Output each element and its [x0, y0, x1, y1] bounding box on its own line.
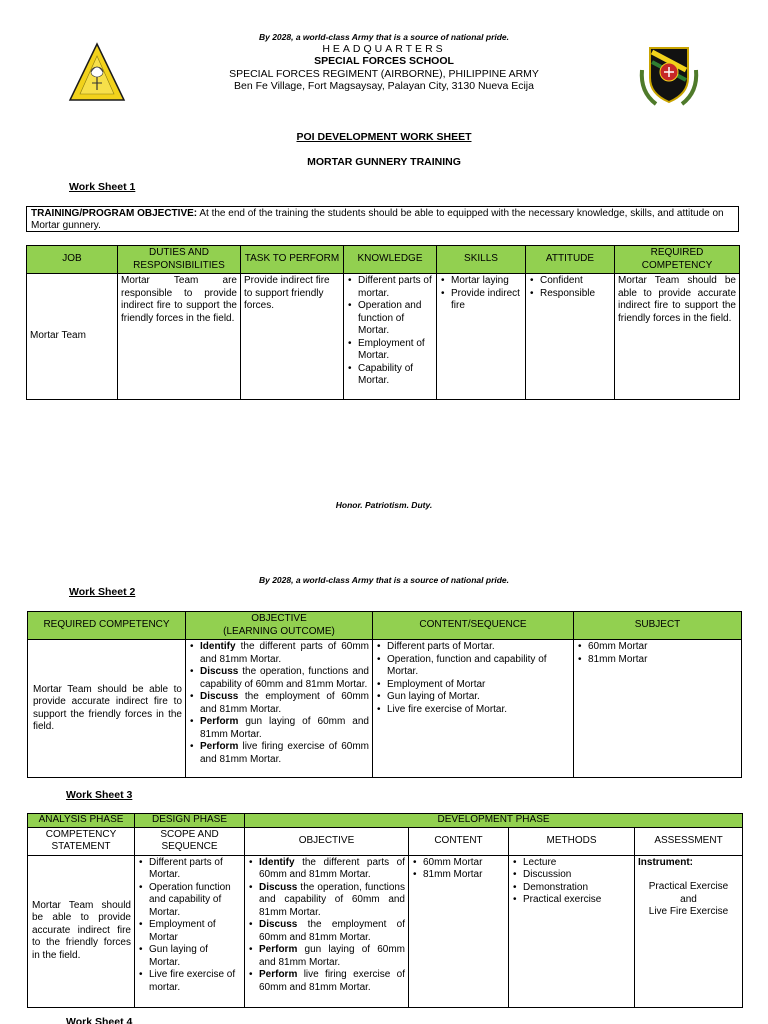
work-sheet-1-label: Work Sheet 1: [69, 181, 136, 193]
list-item: • 60mm Mortar: [412, 857, 505, 870]
list-item: • Gun laying of Mortar.: [138, 944, 241, 969]
assessment-item: Live Fire Exercise: [648, 906, 729, 917]
ws2-header-row: [28, 612, 742, 640]
ws2-objective-cell: [186, 640, 373, 778]
ws3-content-cell: [409, 855, 509, 1007]
ws3-analysis-phase: ANALYSIS PHASE: [28, 814, 135, 828]
list-item: • Responsible: [529, 288, 611, 301]
special-forces-regiment-crest: [636, 42, 702, 108]
ws2-header-subject: SUBJECT: [574, 612, 742, 640]
list-item: • Perform live firing exercise of 60mm and 81mm Mortar.: [248, 969, 405, 994]
list-item: • Confident: [529, 275, 611, 288]
list-item: • Employment of Mortar.: [347, 338, 433, 363]
vision-statement-page-2: By 2028, a world-class Army that is a source of national pride.: [258, 575, 510, 585]
training-objective-box: [26, 206, 739, 232]
ws3-header-content: CONTENT: [409, 827, 509, 855]
list-item: • Live fire exercise of Mortar.: [376, 704, 570, 717]
ws1-header-row: [27, 246, 740, 274]
list-item: • Identify the different parts of 60mm and 81mm Mortar.: [248, 857, 405, 882]
worksheet-title: POI DEVELOPMENT WORK SHEET: [296, 131, 472, 143]
ws3-header-objective: OBJECTIVE: [245, 827, 409, 855]
ws3-objective-cell: [245, 855, 409, 1007]
list-item: • Discuss the employment of 60mm and 81mm Mortar.: [189, 691, 369, 716]
list-item: • Discussion: [512, 869, 631, 882]
list-item: • Discuss the operation, functions and capability of 60mm and 81mm Mortar.: [189, 666, 369, 691]
list-item: • Operation and function of Mortar.: [347, 300, 433, 338]
assessment-item: and: [680, 893, 697, 905]
ws2-content-cell: [373, 640, 574, 778]
ws1-header-skills: SKILLS: [437, 246, 526, 274]
school-name: SPECIAL FORCES SCHOOL: [314, 55, 454, 67]
objective-text: At the end of the training the students should be able to equipped with the necessary knowledge, skills, and attitude on Mortar gunnery.: [31, 208, 724, 231]
special-forces-school-logo: [68, 42, 126, 102]
work-sheet-2-table: [27, 611, 742, 778]
ws1-competency-cell: Mortar Team should be able to provide accurate indirect fire to support the friendly forces in the field.: [615, 274, 740, 400]
vision-statement: By 2028, a world-class Army that is a source of national pride.: [258, 32, 510, 42]
list-item: • Capability of Mortar.: [347, 363, 433, 388]
list-item: • 81mm Mortar: [412, 869, 505, 882]
list-item: • Discuss the operation, functions and capability of 60mm and 81mm Mortar.: [248, 882, 405, 920]
ws2-competency-cell: Mortar Team should be able to provide accurate indirect fire to support the friendly forces in the field.: [28, 640, 186, 778]
list-item: • Perform live firing exercise of 60mm and 81mm Mortar.: [189, 741, 369, 766]
work-sheet-2-label: Work Sheet 2: [69, 586, 136, 598]
ws1-job-cell: Mortar Team: [27, 274, 118, 400]
ws3-header-scope: SCOPE AND SEQUENCE: [135, 827, 245, 855]
ws2-data-row: [28, 640, 742, 778]
list-item: • Discuss the employment of 60mm and 81mm Mortar.: [248, 919, 405, 944]
ws1-attitude-cell: [526, 274, 615, 400]
assessment-item: Practical Exercise: [648, 881, 729, 892]
ws1-duties-cell: Mortar Team are responsible to provide indirect fire to support the friendly forces in the field.: [118, 274, 241, 400]
ws2-header-objective: [186, 612, 373, 640]
ws2-header-content: CONTENT/SEQUENCE: [373, 612, 574, 640]
ws1-skills-cell: [437, 274, 526, 400]
ws3-data-row: [28, 855, 743, 1007]
ws1-header-duties: DUTIES AND RESPONSIBILITIES: [118, 246, 241, 274]
ws1-header-task: TASK TO PERFORM: [241, 246, 344, 274]
list-item: • Different parts of Mortar.: [376, 641, 570, 654]
training-title: MORTAR GUNNERY TRAINING: [307, 156, 461, 168]
ws3-assessment-cell: [635, 855, 743, 1007]
list-item: • Perform gun laying of 60mm and 81mm Mortar.: [248, 944, 405, 969]
ws1-header-attitude: ATTITUDE: [526, 246, 615, 274]
list-item: • Operation function and capability of Mortar.: [138, 882, 241, 920]
ws1-header-knowledge: KNOWLEDGE: [344, 246, 437, 274]
ws3-scope-cell: [135, 855, 245, 1007]
ws2-header-competency: REQUIRED COMPETENCY: [28, 612, 186, 640]
ws1-header-competency: REQUIRED COMPETENCY: [615, 246, 740, 274]
list-item: • Lecture: [512, 857, 631, 870]
ws3-competency-cell: Mortar Team should be able to provide accurate indirect fire to the friendly forces in the field.: [28, 855, 135, 1007]
list-item: • Employment of Mortar: [376, 679, 570, 692]
ws3-header-competency: COMPETENCY STATEMENT: [28, 827, 135, 855]
list-item: • 81mm Mortar: [577, 654, 738, 667]
ws2-header-objective-line1: OBJECTIVE: [251, 613, 307, 624]
list-item: • Gun laying of Mortar.: [376, 691, 570, 704]
list-item: • Mortar laying: [440, 275, 522, 288]
list-item: • Operation, function and capability of Mortar.: [376, 654, 570, 679]
ws3-header-assessment: ASSESSMENT: [635, 827, 743, 855]
ws3-methods-cell: [509, 855, 635, 1007]
regiment-name: SPECIAL FORCES REGIMENT (AIRBORNE), PHILIPPINE ARMY: [229, 68, 539, 80]
list-item: • Employment of Mortar: [138, 919, 241, 944]
list-item: • Different parts of mortar.: [347, 275, 433, 300]
ws2-subject-cell: [574, 640, 742, 778]
ws3-phase-row: [28, 814, 743, 828]
work-sheet-4-label: Work Sheet 4: [66, 1016, 133, 1024]
ws3-development-phase: DEVELOPMENT PHASE: [245, 814, 743, 828]
list-item: • Different parts of Mortar.: [138, 857, 241, 882]
ws1-data-row: [27, 274, 740, 400]
ws3-design-phase: DESIGN PHASE: [135, 814, 245, 828]
footer-motto: Honor. Patriotism. Duty.: [335, 500, 433, 510]
work-sheet-3-label: Work Sheet 3: [66, 789, 133, 801]
list-item: • Provide indirect fire: [440, 288, 522, 313]
ws1-header-job: JOB: [27, 246, 118, 274]
ws3-header-methods: METHODS: [509, 827, 635, 855]
ws1-knowledge-cell: [344, 274, 437, 400]
headquarters-line: HEADQUARTERS: [322, 43, 446, 55]
objective-label: TRAINING/PROGRAM OBJECTIVE:: [31, 208, 198, 219]
list-item: • Perform gun laying of 60mm and 81mm Mortar.: [189, 716, 369, 741]
list-item: • 60mm Mortar: [577, 641, 738, 654]
list-item: • Live fire exercise of mortar.: [138, 969, 241, 994]
assessment-label: Instrument:: [638, 856, 693, 868]
list-item: • Practical exercise: [512, 894, 631, 907]
ws1-task-cell: Provide indirect fire to support friendly forces.: [241, 274, 344, 400]
address-line: Ben Fe Village, Fort Magsaysay, Palayan City, 3130 Nueva Ecija: [234, 80, 534, 92]
ws2-header-objective-line2: (LEARNING OUTCOME): [223, 625, 335, 637]
work-sheet-3-table: [27, 813, 743, 1008]
work-sheet-1-table: [26, 245, 740, 400]
list-item: • Identify the different parts of 60mm and 81mm Mortar.: [189, 641, 369, 666]
list-item: • Demonstration: [512, 882, 631, 895]
ws3-subheader-row: [28, 827, 743, 855]
